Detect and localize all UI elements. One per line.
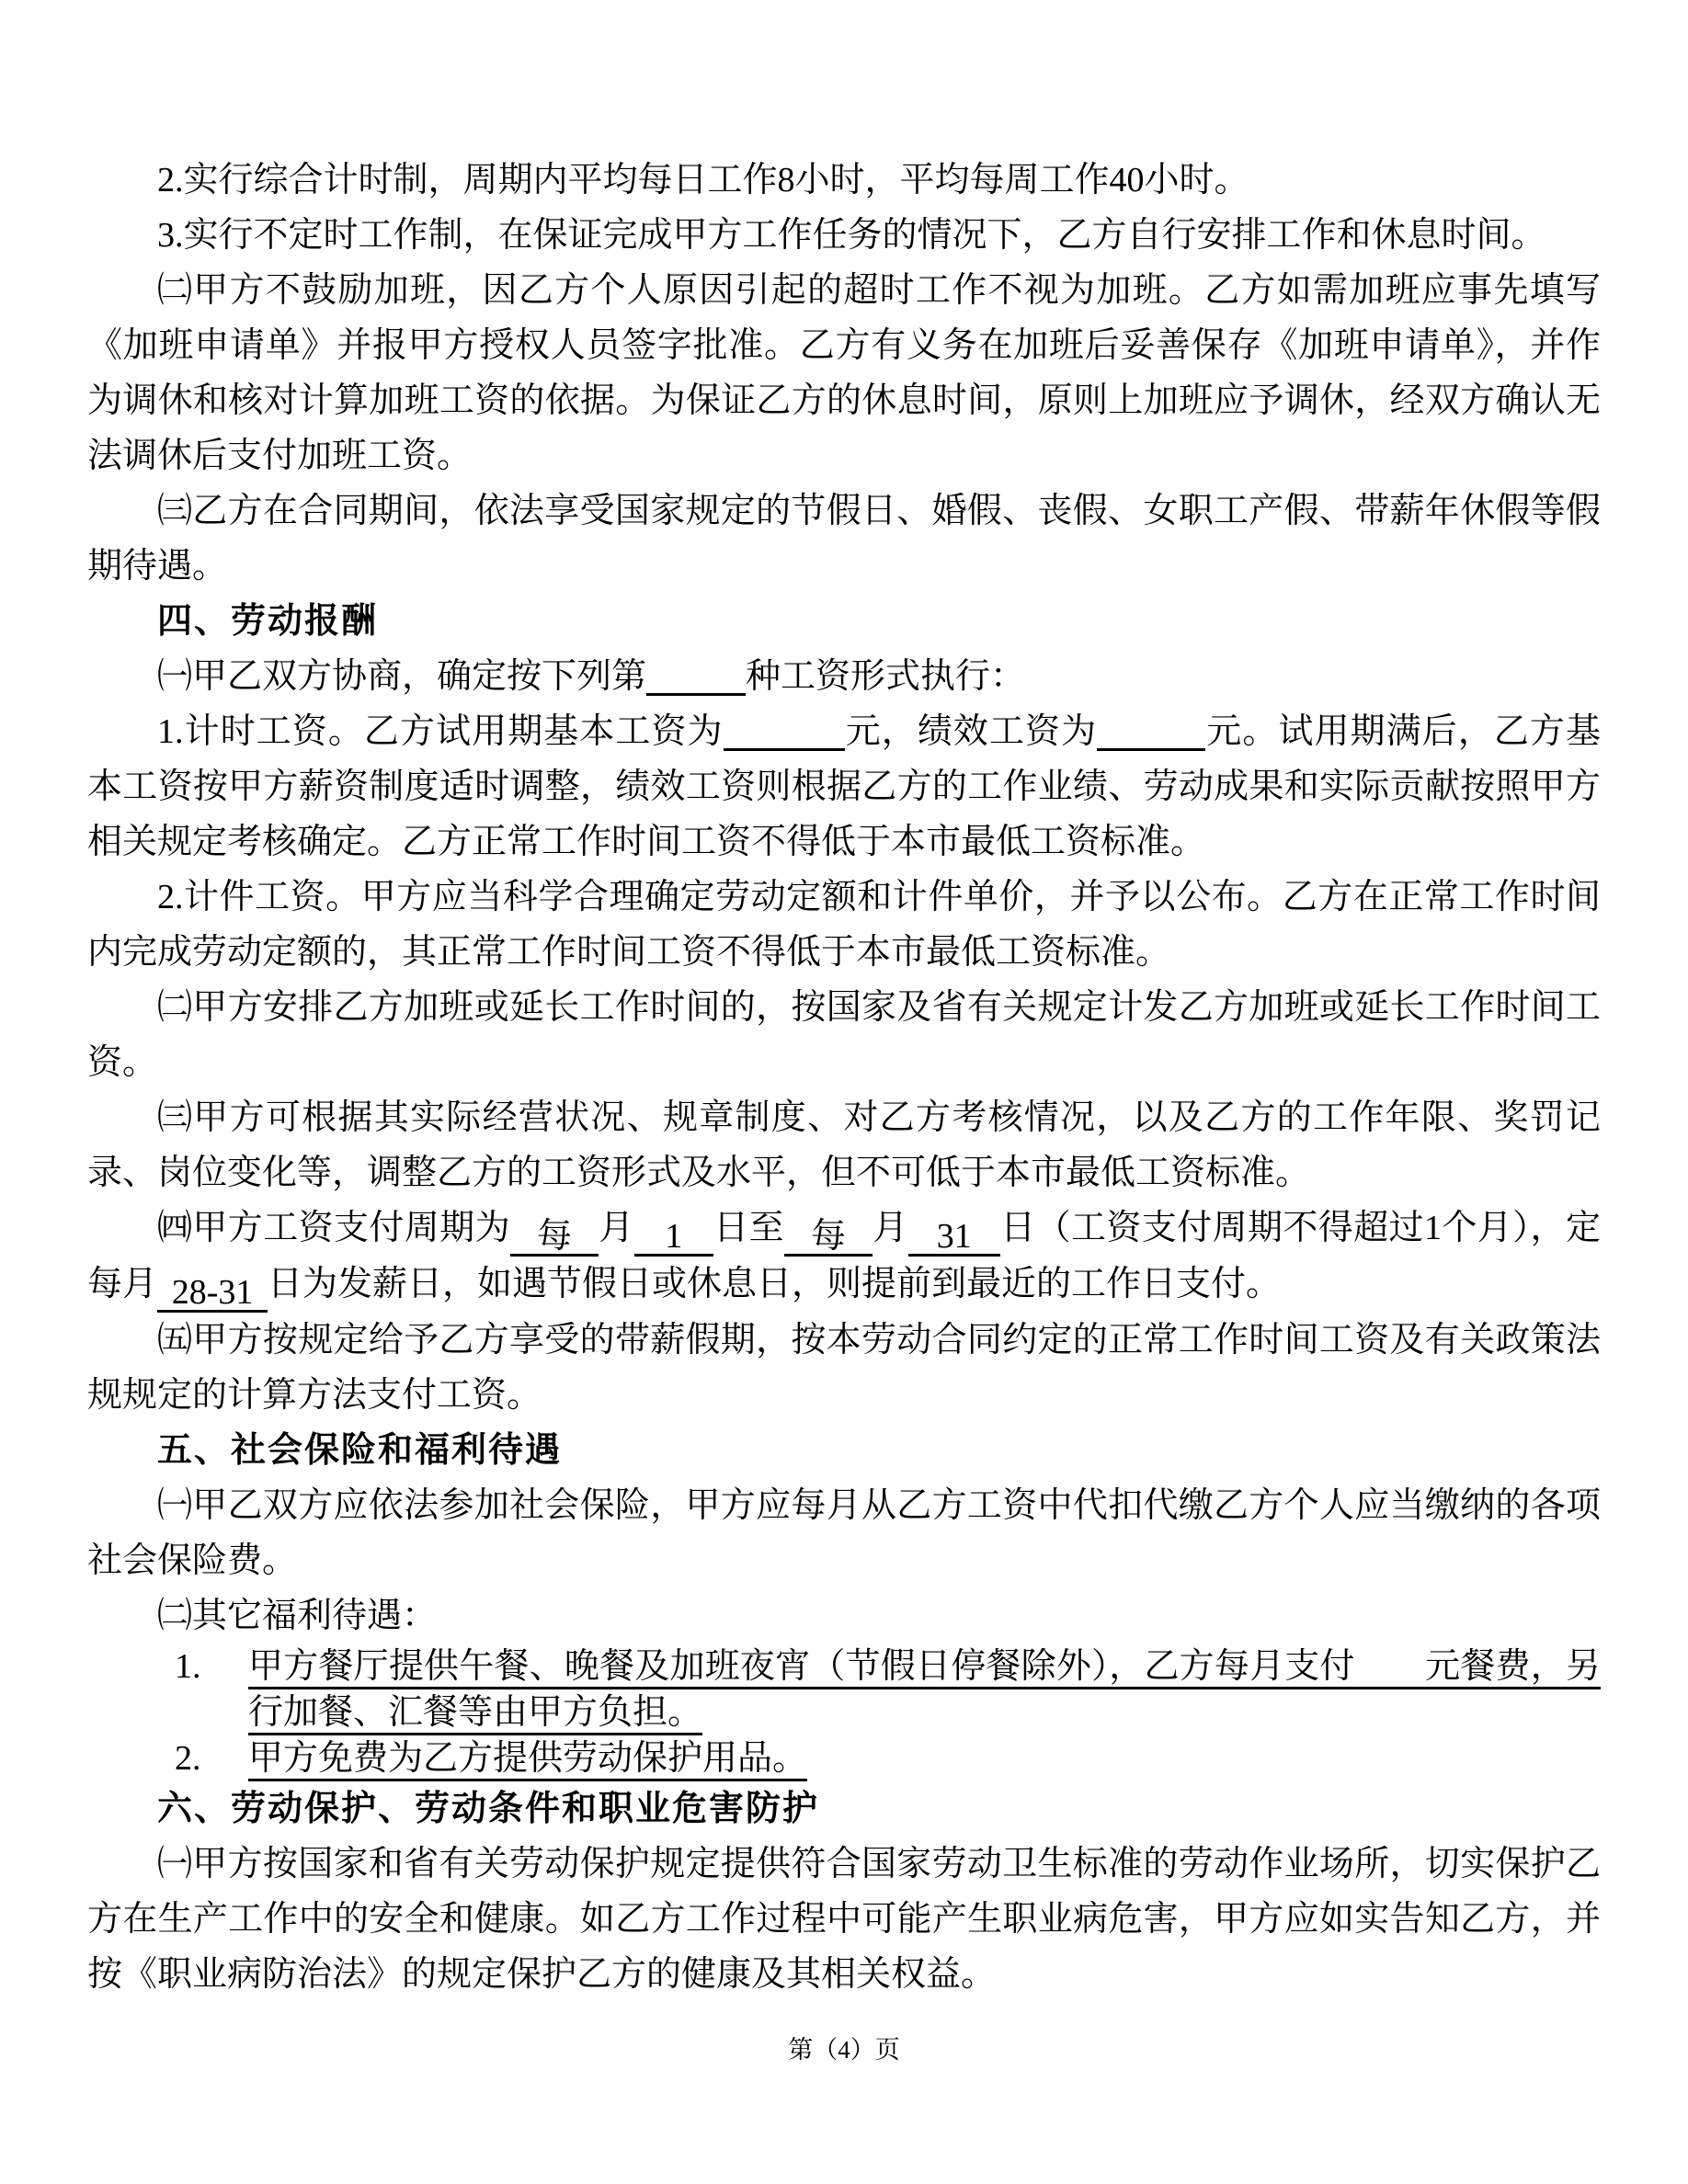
paragraph [87,483,1601,594]
blank-field: 31 [908,1216,1000,1257]
text-run: 日至 [713,1209,784,1247]
paragraph [87,870,1601,980]
text-run: 3.实行不定时工作制，在保证完成甲方工作任务的情况下，乙方自行安排工作和休息时间。 [157,216,1546,255]
section-heading [87,594,1601,649]
page-footer: 第（4）页 [788,2036,900,2064]
text-run: 元。试用期满后，乙方基本工资按甲方薪资制度适时调整，绩效工资则根据乙方的工作业绩、劳动成果和实际贡献按照甲方相关规定考核确定。乙方正常工作时间工资不得低于本市最低工资标准。 [87,712,1601,861]
text-run: ㈠甲乙双方协商，确定按下列第 [157,657,647,696]
section-heading [87,1423,1601,1478]
text-run: ㈢乙方在合同期间，依法享受国家规定的节假日、婚假、丧假、女职工产假、带薪年休假等假期待遇。 [87,492,1601,586]
paragraph [87,1588,1601,1644]
paragraph [87,263,1601,483]
text-run: ㈡甲方不鼓励加班，因乙方个人原因引起的超时工作不视为加班。乙方如需加班应事先填写《加班申请单》并报甲方授权人员签字批准。乙方有义务在加班后妥善保存《加班申请单》，并作为调休和核对计算加班工资的依据。为保证乙方的休息时间，原则上加班应予调休，经双方确认无法调休后支付加班工资。 [87,271,1601,475]
text-run: ㈢甲方可根据其实际经营状况、规章制度、对乙方考核情况，以及乙方的工作年限、奖罚记录、岗位变化等，调整乙方的工资形式及水平，但不可低于本市最低工资标准。 [87,1098,1601,1192]
text-run: 日（工资支付周期不得超过1个月），定每月 [87,1209,1601,1303]
text-run: 月 [598,1209,634,1247]
blank-field [724,711,845,751]
text-run: 六、劳动保护、劳动条件和职业危害防护 [157,1790,820,1828]
paragraph [87,1837,1601,2002]
text-run: 元，绩效工资为 [844,712,1098,751]
text-run: 2.计件工资。甲方应当科学合理确定劳动定额和计件单价，并予以公布。乙方在正常工作时间内完成劳动定额的，其正常工作时间工资不得低于本市最低工资标准。 [87,878,1601,972]
section-heading [87,1781,1601,1837]
paragraph [87,980,1601,1090]
blank-field: 1 [634,1216,713,1257]
paragraph [87,704,1601,870]
list-item-number: 1. [175,1647,201,1686]
paragraph [87,1090,1601,1200]
text-run: ㈠甲方按国家和省有关劳动保护规定提供符合国家劳动卫生标准的劳动作业场所，切实保护乙方在生产工作中的安全和健康。如乙方工作过程中可能产生职业病危害，甲方应如实告知乙方，并按《职业病防治法》的规定保护乙方的健康及其相关权益。 [87,1845,1601,1994]
list-item-number: 2. [175,1739,201,1778]
text-run: 四、劳动报酬 [157,602,379,641]
paragraph [87,208,1601,263]
text-run: 元餐费，另行加餐、汇餐等由甲方负担。 [248,1647,1601,1732]
text-run: 月 [872,1209,908,1247]
text-run: 1.计时工资。乙方试用期基本工资为 [157,712,724,751]
blank-field: 每 [510,1216,599,1257]
paragraph [87,649,1601,704]
list-item-text [248,1647,1601,1732]
text-run: ㈡其它福利待遇： [157,1597,438,1635]
text-run: 种工资形式执行： [746,657,1026,696]
text-run: ㈣甲方工资支付周期为 [157,1209,510,1247]
text-run: 2.实行综合计时制，周期内平均每日工作8小时，平均每周工作40小时。 [157,161,1249,199]
paragraph [87,1478,1601,1588]
text-run: 甲方免费为乙方提供劳动保护用品。 [248,1739,808,1778]
text-run: 五、社会保险和福利待遇 [157,1431,563,1470]
text-run: 日为发薪日，如遇节假日或休息日，则提前到最近的工作日支付。 [268,1265,1282,1303]
text-run: ㈠甲乙双方应依法参加社会保险，甲方应每月从乙方工资中代扣代缴乙方个人应当缴纳的各项社会保险费。 [87,1486,1601,1580]
blank-gap [1355,1647,1425,1686]
blank-field: 每 [784,1216,873,1257]
text-run: ㈤甲方按规定给予乙方享受的带薪假期，按本劳动合同约定的正常工作时间工资及有关政策法规规定的计算方法支付工资。 [87,1321,1601,1415]
blank-field [1097,711,1205,751]
blank-field [646,655,746,696]
paragraph [87,1313,1601,1423]
paragraph [87,153,1601,208]
list-item-text [248,1739,807,1778]
list-item [87,1735,1601,1781]
blank-field: 28-31 [157,1272,268,1313]
document-body [87,153,1601,2002]
paragraph [87,1200,1601,1313]
text-run: ㈡甲方安排乙方加班或延长工作时间的，按国家及省有关规定计发乙方加班或延长工作时间工资。 [87,988,1601,1082]
list-item [87,1644,1601,1735]
text-run: 甲方餐厅提供午餐、晚餐及加班夜宵（节假日停餐除外），乙方每月支付 [248,1647,1355,1686]
